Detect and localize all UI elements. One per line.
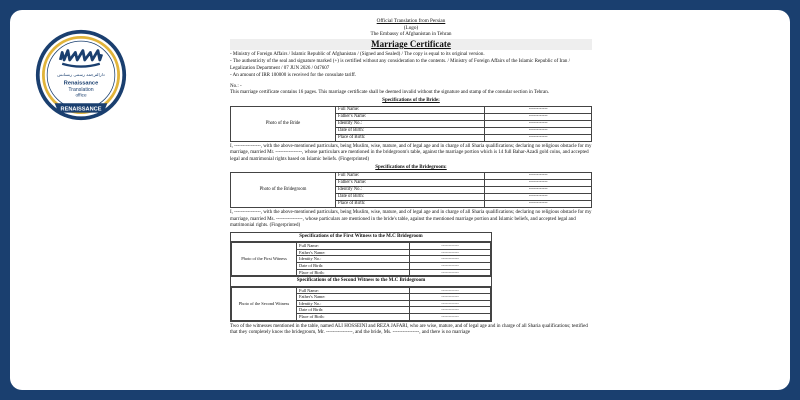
logo-ribbon: RENAISSANCE [60,106,102,113]
field-value: ------------ [485,187,592,194]
bride-photo-cell: Photo of the Bride [231,106,336,141]
field-label: Full Name: [297,287,410,294]
header-line2: (Logo) [403,24,419,31]
note-2: - The authenticity of the seal and signature marked (+) is certified without any consideration to the contents. / Ministry of Foreign Affairs of the Islamic Republic of Iran / Legalization Department / 07 JUN 2026 / 047607 [230,59,571,71]
field-label: Father's Name: [297,294,410,301]
field-value: ------------ [485,180,592,187]
field-label: Date of Birth: [297,307,410,314]
header-line1: Official Translation from Persian [376,18,446,24]
contains-text: This marriage certificate contains 16 pages. This marriage certificate shall be deemed invalid without the signature and stamp of the consular section in Tehran. [230,89,549,95]
field-label: Place of Birth: [336,201,485,208]
field-value: ------------ [485,120,592,127]
logo-line2: Translation [68,86,94,93]
field-value: ------------ [410,287,491,294]
certificate-document [230,18,592,338]
field-label: Date of Birth: [336,194,485,201]
groom-photo-cell: Photo of the Bridegroom [231,173,336,208]
field-value: ------------ [410,269,491,276]
table-row [231,106,592,113]
document-frame [10,10,790,390]
bride-section-title: Specifications of the Bride: [382,98,440,104]
field-label: Identity No.: [336,187,485,194]
field-value: ------------ [410,249,491,256]
table-row [232,243,491,250]
field-value: ------------ [485,201,592,208]
field-value: ------------ [485,134,592,141]
field-value: ------------ [485,106,592,113]
witness-block [230,232,492,322]
field-label: Date of Birth: [336,127,485,134]
note-1: - Ministry of Foreign Affairs / Islamic Republic of Afghanistan / (Signed and Sealed) / The copy is equal to its original version. [230,52,485,58]
groom-table [230,172,592,208]
note-3: - An amount of IRR 100000 is received for the consulate tariff. [230,72,356,78]
witness1-table [231,242,491,276]
field-label: Full Name: [336,106,485,113]
groom-paragraph: I, ----------------, with the above-mentioned particulars, being Muslim, wise, mature, and of legal age and in charge of all Sharia qualifications; declaring no religious obstacle for my marriage, married Ms. ----------------, whose particulars are mentioned in the bride's table, against the mentioned marriage portion and Islamic beliefs, and accepted legal and matrimonial rights. (Fingerprinted) [230,210,592,229]
field-label: Father's Name: [297,249,410,256]
field-value: ------------ [410,307,491,314]
witness2-section-title: Specifications of the Second Witness to the M.C Bridegroom [231,276,491,286]
field-label: Identity No.: [297,256,410,263]
field-value: ------------ [410,256,491,263]
logo-line1: Renaissance [63,80,99,87]
number-label: No.: - [230,83,242,89]
field-label: Full Name: [297,243,410,250]
field-value: ------------ [410,300,491,307]
table-row [232,287,491,294]
field-value: ------------ [410,262,491,269]
field-value: ------------ [485,194,592,201]
field-label: Place of Birth: [297,314,410,321]
renaissance-logo [34,28,128,122]
field-value: ------------ [485,113,592,120]
logo-arc-text: دارالترجمه رسمی رنسانس [57,71,105,77]
field-label: Identity No.: [297,300,410,307]
header-line3: The Embassy of Afghanistan in Tehran [370,31,452,38]
table-row [231,173,592,180]
closing-paragraph: Two of the witnesses mentioned in the table, named ALI HOSSEINI and REZA JAFARI, who are wise, mature, and of legal age and in charge of all Sharia qualifications; testified that they completely know the bridegroom, Mr. ----------------, and the bride, Ms. ----------------, and there is no marriage [230,323,588,336]
witness2-table [231,287,491,321]
field-label: Place of Birth: [336,134,485,141]
bride-table [230,106,592,142]
witness1-section-title: Specifications of the First Witness to the M.C Bridegroom [231,233,491,242]
field-label: Father's Name: [336,113,485,120]
witness2-photo-cell: Photo of the Second Witness [232,287,297,320]
groom-section-title: Specifications of the Bridegroom: [375,164,447,170]
field-label: Full Name: [336,173,485,180]
bride-paragraph: I, ----------------, with the above-mentioned particulars, being Muslim, wise, mature, and of legal age and in charge of all Sharia qualifications; declaring no religious obstacle for my marriage, married Mr. ----------------, whose particulars are mentioned in the bridegroom's table, against the marriage portion which is 14 full Bahar-Azadi gold coins, and accepted legal and matrimonial rights based on Islamic beliefs. (Fingerprinted) [230,143,592,162]
document-title: Marriage Certificate [230,39,592,51]
field-label: Father's Name: [336,180,485,187]
witness1-photo-cell: Photo of the First Witness [232,243,297,276]
logo-line3: office [75,92,87,98]
field-value: ------------ [410,294,491,301]
field-label: Place of Birth: [297,269,410,276]
field-value: ------------ [485,127,592,134]
field-label: Identity No.: [336,120,485,127]
field-value: ------------ [410,243,491,250]
field-label: Date of Birth: [297,262,410,269]
field-value: ------------ [485,173,592,180]
field-value: ------------ [410,314,491,321]
